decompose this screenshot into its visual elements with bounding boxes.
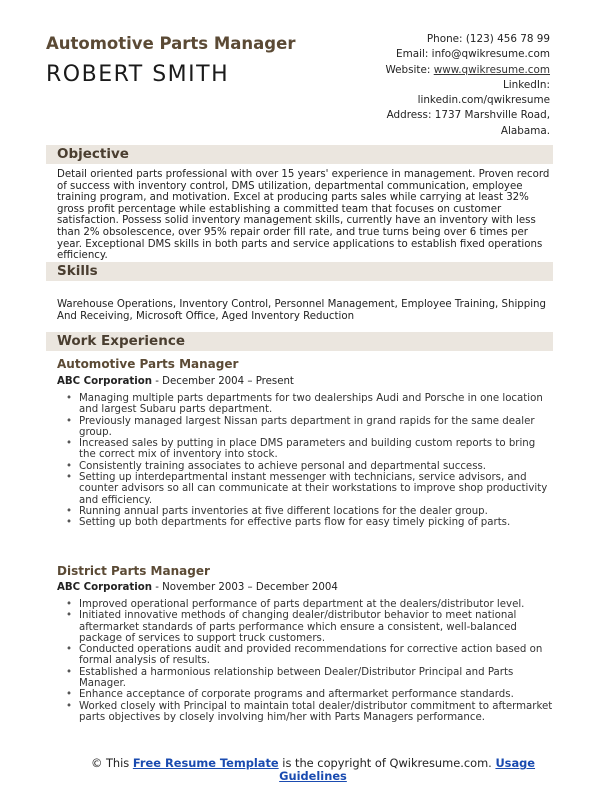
job-dates: - November 2003 – December 2004 bbox=[151, 582, 338, 593]
website-label: Website: bbox=[385, 63, 434, 76]
contact-linkedin-value: linkedin.com/qwikresume bbox=[417, 94, 550, 107]
skills-section-bar bbox=[46, 262, 553, 281]
skills-heading: Skills bbox=[57, 263, 98, 279]
list-item: • Running annual parts inventories at five different locations for the dealer group. bbox=[57, 506, 553, 517]
job-bullet-list bbox=[57, 393, 553, 529]
job-title: Automotive Parts Manager bbox=[57, 357, 239, 371]
list-item: • Conducted operations audit and provided recommendations for corrective action based on formal analysis of results. bbox=[57, 644, 553, 667]
objective-text: Detail oriented parts professional with over 15 years' experience in management. Proven record of success with inventory control, DMS utilization, departmental communication, employee training program, and motivation. Excel at producing parts sales while carrying at least 32% gross profit percentage while establishing a committed team that focuses on customer satisfaction. Possess solid inventory management skills, currently have an inventory with less than 2% obsolescence, over 95% repair order fill rate, and true turns being over 6 times per year. Exceptional DMS skills in both parts and service applications to establish fixed operations efficiency. bbox=[57, 169, 550, 262]
footer-middle: is the copyright of Qwikresume.com. bbox=[278, 756, 496, 770]
list-item: • Initiated innovative methods of changing dealer/distributor behavior to meet national aftermarket standards of parts performance which ensure a consistent, well-balanced package of services to support truck customers. bbox=[57, 610, 553, 644]
skills-text: Warehouse Operations, Inventory Control, Personnel Management, Employee Training, Shipping And Receiving, Microsoft Office, Aged Inventory Reduction bbox=[57, 299, 546, 322]
footer-prefix: © This bbox=[90, 756, 133, 770]
header-job-title: Automotive Parts Manager bbox=[46, 34, 296, 53]
candidate-name: ROBERT SMITH bbox=[46, 62, 230, 87]
list-item: • Setting up both departments for effective parts flow for easy timely picking of parts. bbox=[57, 517, 553, 528]
job-title: District Parts Manager bbox=[57, 564, 210, 578]
free-resume-template-link[interactable]: Free Resume Template bbox=[132, 756, 279, 770]
list-item: • Enhance acceptance of corporate programs and aftermarket performance standards. bbox=[57, 689, 553, 700]
job-company: ABC Corporation bbox=[57, 376, 152, 387]
contact-website bbox=[320, 63, 550, 78]
job-company-line bbox=[57, 582, 338, 593]
job-company-line bbox=[57, 376, 294, 387]
work-heading: Work Experience bbox=[57, 333, 185, 349]
website-link[interactable]: www.qwikresume.com bbox=[433, 63, 550, 76]
contact-email: Email: info@qwikresume.com bbox=[396, 48, 550, 61]
job-bullet-list bbox=[57, 599, 553, 723]
usage-guidelines-link[interactable]: Usage Guidelines bbox=[279, 756, 536, 783]
list-item: • Improved operational performance of parts department at the dealers/distributor level. bbox=[57, 599, 553, 610]
footer-copyright bbox=[88, 757, 538, 783]
list-item: • Previously managed largest Nissan parts department in grand rapids for the same dealer group. bbox=[57, 416, 553, 439]
contact-linkedin-label: LinkedIn: bbox=[502, 78, 550, 91]
list-item: • Worked closely with Principal to maintain total dealer/distributor commitment to aftermarket parts objectives by closely involving him/her with Parts Managers performance. bbox=[57, 701, 553, 724]
job-company: ABC Corporation bbox=[57, 582, 152, 593]
list-item: • Increased sales by putting in place DMS parameters and building custom reports to bring the correct mix of inventory into stock. bbox=[57, 438, 553, 461]
contact-address-line1: Address: 1737 Marshville Road, bbox=[386, 109, 550, 122]
contact-phone: Phone: (123) 456 78 99 bbox=[426, 33, 550, 45]
list-item: • Managing multiple parts departments for two dealerships Audi and Porsche in one location and largest Subaru parts department. bbox=[57, 393, 553, 416]
job-dates: - December 2004 – Present bbox=[151, 376, 294, 387]
contact-block bbox=[320, 32, 550, 139]
list-item: • Consistently training associates to achieve personal and departmental success. bbox=[57, 461, 553, 472]
list-item: • Established a harmonious relationship between Dealer/Distributor Principal and Parts Manager. bbox=[57, 667, 553, 690]
list-item: • Setting up interdepartmental instant messenger with technicians, service advisors, and counter advisors so all can communicate at their workstations to improve shop productivity and efficiency. bbox=[57, 472, 553, 506]
contact-address-line2: Alabama. bbox=[500, 124, 550, 137]
objective-heading: Objective bbox=[57, 146, 129, 162]
